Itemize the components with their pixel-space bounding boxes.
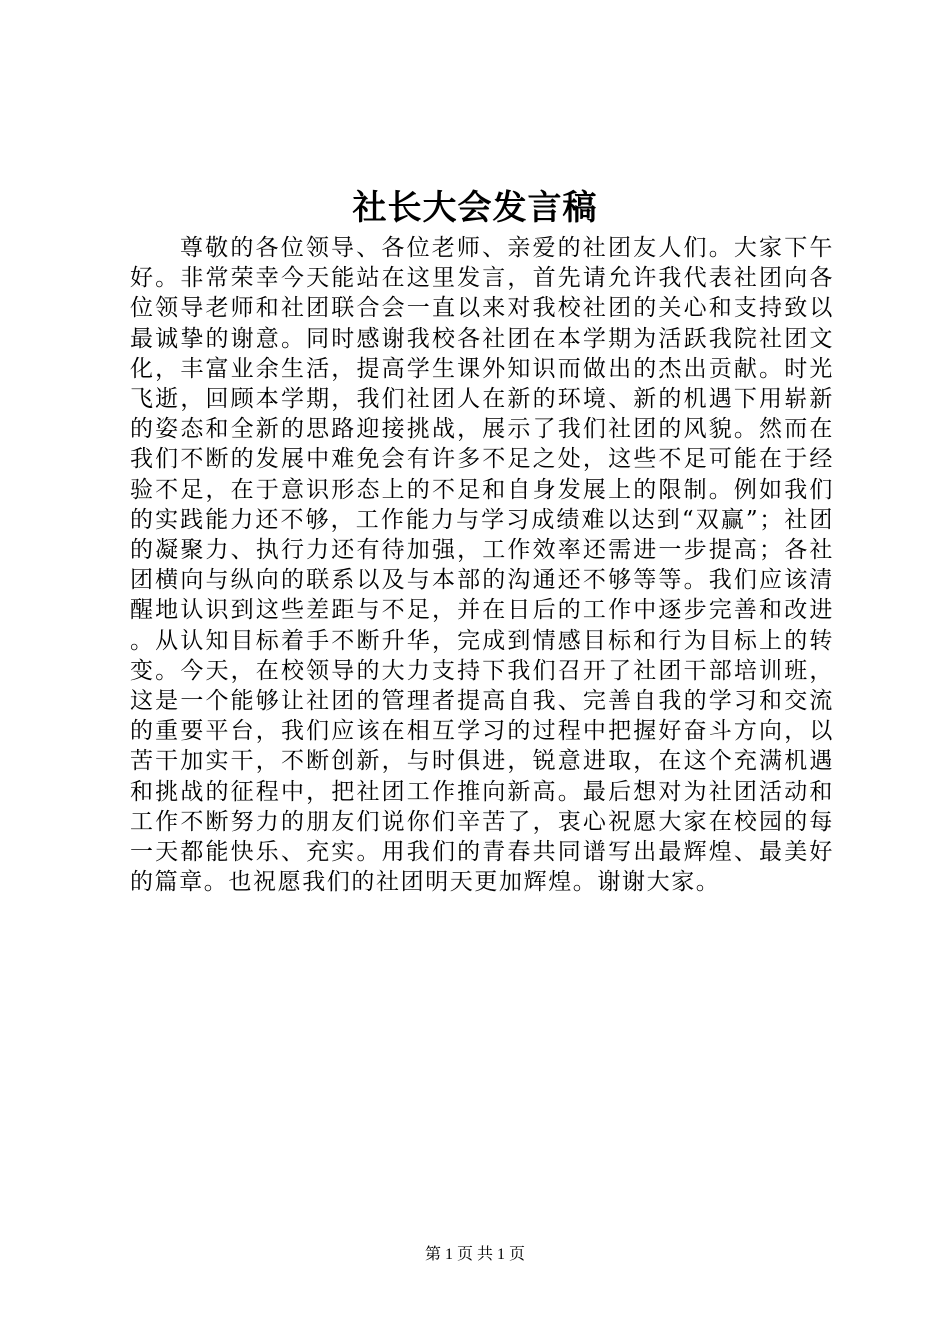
document-title: 社长大会发言稿 [352,188,598,228]
page-number-footer: 第 1 页 共 1 页 [424,1246,525,1263]
document-body-paragraph: 尊敬的各位领导、各位老师、亲爱的社团友人们。大家下午好。非常荣幸今天能站在这里发言，首先请允许我代表社团向各位领导老师和社团联合会一直以来对我校社团的关心和支持致以最诚挚的谢意。同时感谢我校各社团在本学期为活跃我院社团文化，丰富业余生活，提高学生课外知识而做出的杰出贡献。时光飞逝，回顾本学期，我们社团人在新的环境、新的机遇下用崭新的姿态和全新的思路迎接挑战，展示了我们社团的风貌。然而在我们不断的发展中难免会有许多不足之处，这些不足可能在于经验不足，在于意识形态上的不足和自身发展上的限制。例如我们的实践能力还不够，工作能力与学习成绩难以达到“双赢”；社团的凝聚力、执行力还有待加强，工作效率还需进一步提高；各社团横向与纵向的联系以及与本部的沟通还不够等等。我们应该清醒地认识到这些差距与不足，并在日后的工作中逐步完善和改进。从认知目标着手不断升华，完成到情感目标和行为目标上的转变。今天，在校领导的大力支持下我们召开了社团干部培训班，这是一个能够让社团的管理者提高自我、完善自我的学习和交流的重要平台，我们应该在相互学习的过程中把握好奋斗方向，以苦干加实干，不断创新，与时俱进，锐意进取，在这个充满机遇和挑战的征程中，把社团工作推向新高。最后想对为社团活动和工作不断努力的朋友们说你们辛苦了，衷心祝愿大家在校园的每一天都能快乐、充实。用我们的青春共同谱写出最辉煌、最美好的篇章。也祝愿我们的社团明天更加辉煌。谢谢大家。 [130,235,834,896]
